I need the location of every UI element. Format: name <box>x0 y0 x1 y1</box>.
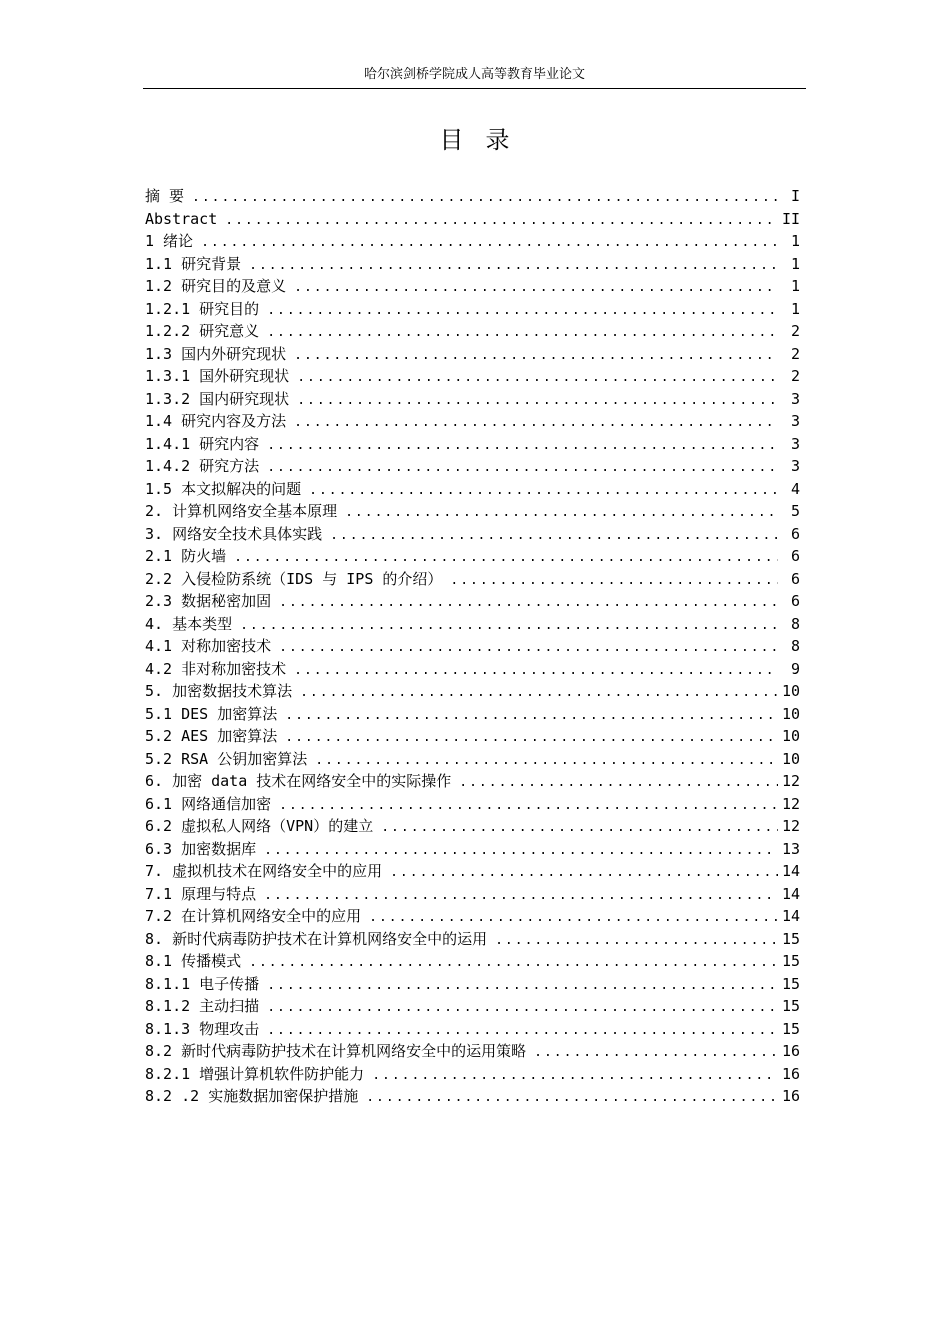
toc-entry[interactable] <box>145 388 806 411</box>
toc-entry-page: 10 <box>781 727 800 745</box>
toc-dot-leader <box>345 502 778 523</box>
toc-entry-label: 4. 基本类型 <box>145 614 233 633</box>
toc-entry[interactable] <box>145 770 806 793</box>
toc-entry[interactable] <box>145 1040 806 1063</box>
toc-entry-label: 1.2.2 研究意义 <box>145 322 260 340</box>
toc-entry-label: 8.1.1 电子传播 <box>145 974 260 993</box>
toc-entry[interactable] <box>145 635 806 658</box>
toc-entry-label: 1.3 国内外研究现状 <box>145 344 287 363</box>
toc-entry-label: 1.2.1 研究目的 <box>145 299 260 318</box>
toc-dot-leader <box>279 637 778 658</box>
toc-entry-page: 14 <box>781 862 800 880</box>
toc-dot-leader <box>309 480 778 501</box>
toc-entry-page: 6 <box>790 592 800 610</box>
toc-entry[interactable] <box>145 905 806 928</box>
toc-entry-label: 8.2 .2 实施数据加密保护措施 <box>145 1087 359 1105</box>
toc-entry-label: 7.1 原理与特点 <box>145 884 257 903</box>
toc-entry[interactable] <box>145 613 806 636</box>
toc-entry[interactable] <box>145 185 806 208</box>
toc-entry[interactable] <box>145 343 806 366</box>
toc-entry-page: 1 <box>790 254 800 273</box>
toc-entry-page: 15 <box>781 974 800 993</box>
toc-dot-leader <box>297 390 778 411</box>
toc-dot-leader <box>534 1042 778 1063</box>
toc-dot-leader <box>315 750 778 771</box>
toc-entry-label: 1.1 研究背景 <box>145 254 242 273</box>
table-of-contents <box>145 185 806 1108</box>
toc-dot-leader <box>249 255 778 276</box>
toc-entry-page: 2 <box>790 367 800 385</box>
toc-entry[interactable] <box>145 568 806 591</box>
toc-dot-leader <box>201 232 778 253</box>
toc-entry[interactable] <box>145 523 806 546</box>
toc-entry-label: 摘 要 <box>145 187 185 205</box>
toc-entry-label: 1.3.2 国内研究现状 <box>145 389 290 408</box>
toc-dot-leader <box>495 930 778 951</box>
toc-title: 目录 <box>439 126 532 154</box>
toc-entry[interactable] <box>145 545 806 568</box>
toc-dot-leader <box>267 322 778 343</box>
toc-entry-label: 6. 加密 data 技术在网络安全中的实际操作 <box>145 772 452 790</box>
toc-entry-label: 8. 新时代病毒防护技术在计算机网络安全中的运用 <box>145 929 488 948</box>
toc-entry-label: 3. 网络安全技术具体实践 <box>145 524 323 543</box>
toc-entry-page: 15 <box>781 929 800 948</box>
toc-entry-page: 12 <box>781 817 800 835</box>
toc-dot-leader <box>366 1087 778 1108</box>
toc-entry-label: 6.1 网络通信加密 <box>145 794 272 813</box>
toc-dot-leader <box>240 615 778 636</box>
header-divider <box>143 88 806 89</box>
toc-entry[interactable] <box>145 680 806 703</box>
toc-entry[interactable] <box>145 950 806 973</box>
toc-entry[interactable] <box>145 590 806 613</box>
toc-entry-page: 13 <box>781 839 800 858</box>
toc-entry-label: 2.2 入侵检防系统（IDS 与 IPS 的介绍） <box>145 569 443 588</box>
toc-entry-page: 6 <box>790 569 800 588</box>
toc-entry-label: 1.3.1 国外研究现状 <box>145 367 290 385</box>
toc-dot-leader <box>330 525 778 546</box>
toc-dot-leader <box>279 592 778 613</box>
toc-dot-leader <box>294 660 778 681</box>
toc-entry[interactable] <box>145 1063 806 1086</box>
toc-dot-leader <box>369 907 778 928</box>
toc-entry[interactable] <box>145 230 806 253</box>
toc-entry[interactable] <box>145 320 806 343</box>
toc-entry-page: 8 <box>790 614 800 633</box>
toc-entry[interactable] <box>145 478 806 501</box>
toc-entry[interactable] <box>145 455 806 478</box>
toc-entry[interactable] <box>145 298 806 321</box>
toc-entry[interactable] <box>145 433 806 456</box>
toc-entry-page: 10 <box>781 704 800 723</box>
toc-dot-leader <box>297 367 778 388</box>
toc-dot-leader <box>390 862 778 883</box>
page-header: 哈尔滨剑桥学院成人高等教育毕业论文 <box>363 67 585 82</box>
toc-entry-page: 6 <box>790 524 800 543</box>
toc-entry-label: 1.4.2 研究方法 <box>145 457 260 475</box>
toc-dot-leader <box>285 705 778 726</box>
toc-entry[interactable] <box>145 253 806 276</box>
toc-entry-page: 16 <box>781 1064 800 1083</box>
toc-entry-page: 14 <box>781 884 800 903</box>
toc-dot-leader <box>267 1020 778 1041</box>
toc-entry-page: 4 <box>790 479 800 498</box>
toc-entry-page: 5 <box>790 502 800 520</box>
toc-entry-label: 5.1 DES 加密算法 <box>145 704 278 723</box>
toc-entry-label: 2. 计算机网络安全基本原理 <box>145 502 338 520</box>
toc-entry-label: 2.1 防火墙 <box>145 547 227 565</box>
toc-entry[interactable] <box>145 973 806 996</box>
toc-entry-page: 15 <box>781 1019 800 1038</box>
toc-entry-label: 8.2 新时代病毒防护技术在计算机网络安全中的运用策略 <box>145 1042 527 1060</box>
toc-entry-page: 14 <box>781 907 800 925</box>
toc-entry[interactable] <box>145 725 806 748</box>
toc-entry-label: 4.1 对称加密技术 <box>145 637 272 655</box>
toc-entry[interactable] <box>145 928 806 951</box>
toc-entry-page: 2 <box>790 344 800 363</box>
toc-entry-page: 12 <box>781 772 800 790</box>
toc-entry-label: 6.3 加密数据库 <box>145 839 257 858</box>
toc-entry-page: 1 <box>790 232 800 250</box>
toc-entry-label: 5.2 RSA 公钥加密算法 <box>145 749 308 768</box>
toc-entry[interactable] <box>145 1018 806 1041</box>
toc-entry-page: 6 <box>790 547 800 565</box>
toc-entry-page: 16 <box>781 1087 800 1105</box>
toc-dot-leader <box>249 952 778 973</box>
toc-dot-leader <box>264 840 778 861</box>
toc-entry-page: 10 <box>781 682 800 700</box>
toc-dot-leader <box>372 1065 778 1086</box>
toc-entry[interactable] <box>145 860 806 883</box>
toc-dot-leader <box>267 975 778 996</box>
toc-entry-label: 6.2 虚拟私人网络（VPN）的建立 <box>145 817 374 835</box>
toc-dot-leader <box>381 817 778 838</box>
toc-entry-page: I <box>790 187 800 205</box>
toc-entry[interactable] <box>145 365 806 388</box>
toc-dot-leader <box>300 682 778 703</box>
toc-entry-label: 8.2.1 增强计算机软件防护能力 <box>145 1064 365 1083</box>
toc-entry-label: 5. 加密数据技术算法 <box>145 682 293 700</box>
toc-entry-label: 1.4.1 研究内容 <box>145 434 260 453</box>
toc-entry-page: 8 <box>790 637 800 655</box>
toc-entry-page: 9 <box>790 659 800 678</box>
toc-entry-label: 8.1.2 主动扫描 <box>145 997 260 1015</box>
toc-entry-page: 12 <box>781 794 800 813</box>
toc-dot-leader <box>285 727 778 748</box>
toc-entry[interactable] <box>145 500 806 523</box>
toc-entry[interactable] <box>145 1085 806 1108</box>
toc-dot-leader <box>279 795 778 816</box>
toc-entry[interactable] <box>145 748 806 771</box>
toc-entry-page: 1 <box>790 299 800 318</box>
toc-entry-page: 3 <box>790 434 800 453</box>
toc-entry[interactable] <box>145 838 806 861</box>
toc-entry[interactable] <box>145 208 806 231</box>
toc-dot-leader <box>267 300 778 321</box>
toc-dot-leader <box>264 885 778 906</box>
toc-entry-label: 1 绪论 <box>145 232 194 250</box>
toc-entry-label: 5.2 AES 加密算法 <box>145 727 278 745</box>
toc-dot-leader <box>459 772 778 793</box>
toc-entry-page: 3 <box>790 457 800 475</box>
toc-entry-label: 1.5 本文拟解决的问题 <box>145 479 302 498</box>
toc-entry[interactable] <box>145 793 806 816</box>
toc-entry[interactable] <box>145 883 806 906</box>
toc-entry-label: 4.2 非对称加密技术 <box>145 659 287 678</box>
toc-dot-leader <box>450 570 778 591</box>
toc-entry-label: Abstract <box>145 209 218 228</box>
toc-entry-page: 3 <box>790 412 800 430</box>
toc-entry-label: 8.1.3 物理攻击 <box>145 1019 260 1038</box>
toc-entry[interactable] <box>145 275 806 298</box>
toc-dot-leader <box>267 997 778 1018</box>
toc-entry[interactable] <box>145 995 806 1018</box>
toc-dot-leader <box>294 345 778 366</box>
toc-dot-leader <box>225 210 778 231</box>
toc-entry-page: 15 <box>781 952 800 970</box>
toc-entry-page: 3 <box>790 389 800 408</box>
toc-entry[interactable] <box>145 410 806 433</box>
toc-dot-leader <box>192 187 778 208</box>
toc-entry-page: 16 <box>781 1042 800 1060</box>
toc-dot-leader <box>267 435 778 456</box>
toc-entry[interactable] <box>145 658 806 681</box>
toc-dot-leader <box>234 547 778 568</box>
toc-entry-page: II <box>781 209 800 228</box>
toc-entry-page: 2 <box>790 322 800 340</box>
toc-entry[interactable] <box>145 703 806 726</box>
toc-dot-leader <box>294 412 778 433</box>
toc-entry-label: 1.4 研究内容及方法 <box>145 412 287 430</box>
toc-dot-leader <box>294 277 778 298</box>
toc-entry-page: 15 <box>781 997 800 1015</box>
toc-dot-leader <box>267 457 778 478</box>
toc-entry-label: 7. 虚拟机技术在网络安全中的应用 <box>145 862 383 880</box>
toc-entry-page: 10 <box>781 749 800 768</box>
toc-entry-page: 1 <box>790 277 800 295</box>
toc-entry-label: 8.1 传播模式 <box>145 952 242 970</box>
toc-entry-label: 7.2 在计算机网络安全中的应用 <box>145 907 362 925</box>
toc-entry[interactable] <box>145 815 806 838</box>
toc-entry-label: 1.2 研究目的及意义 <box>145 277 287 295</box>
toc-entry-label: 2.3 数据秘密加固 <box>145 592 272 610</box>
